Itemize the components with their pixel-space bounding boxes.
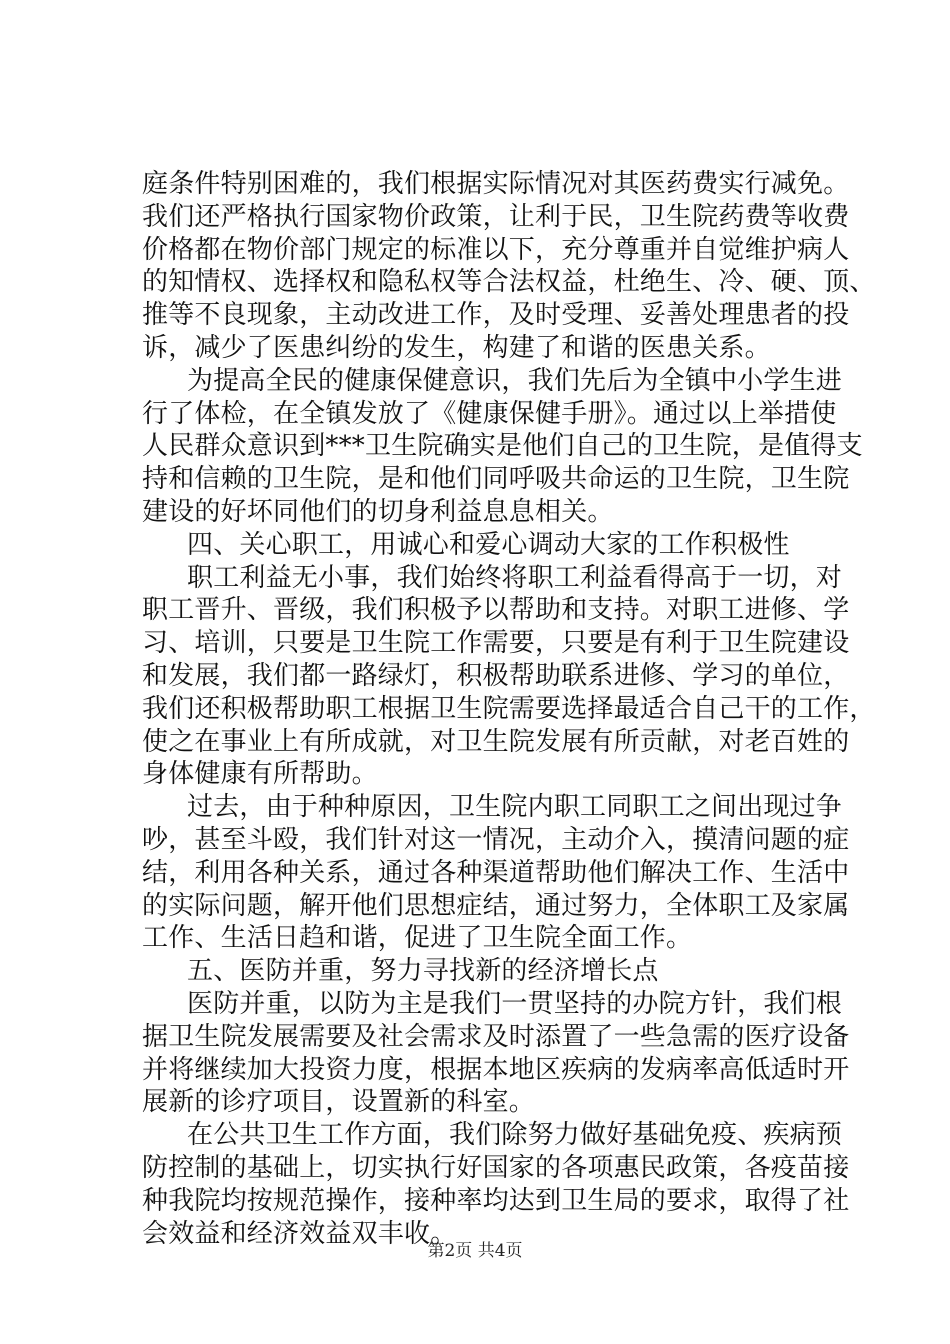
section-heading: 四、关心职工，用诚心和爱心调动大家的工作积极性 (187, 529, 790, 560)
section-heading: 五、医防并重，努力寻找新的经济增长点 (187, 956, 659, 987)
text-line: 持和信赖的卫生院，是和他们同呼吸共命运的卫生院，卫生院 (142, 464, 850, 495)
text-line: 在公共卫生工作方面，我们除努力做好基础免疫、疾病预 (187, 1120, 843, 1151)
text-line: 过去，由于种种原因，卫生院内职工同职工之间出现过争 (187, 792, 843, 823)
page-number-footer: 第2页 共4页 (427, 1241, 523, 1261)
text-line: 会效益和经济效益双丰收。 (142, 1218, 457, 1249)
text-line: 习、培训，只要是卫生院工作需要，只要是有利于卫生院建设 (142, 628, 850, 659)
text-line: 价格都在物价部门规定的标准以下，充分尊重并自觉维护病人 (142, 234, 850, 265)
text-line: 我们还积极帮助职工根据卫生院需要选择最适合自己干的工作， (142, 693, 876, 724)
text-line: 身体健康有所帮助。 (142, 759, 378, 790)
text-line: 工作、生活日趋和谐，促进了卫生院全面工作。 (142, 923, 693, 954)
text-line: 使之在事业上有所成就，对卫生院发展有所贡献，对老百姓的 (142, 726, 850, 757)
text-line: 我们还严格执行国家物价政策，让利于民，卫生院药费等收费 (142, 201, 850, 232)
text-line: 建设的好坏同他们的切身利益息息相关。 (142, 496, 614, 527)
text-line: 诉，减少了医患纠纷的发生，构建了和谐的医患关系。 (142, 332, 771, 363)
text-line: 人民群众意识到***卫生院确实是他们自己的卫生院，是值得支 (142, 431, 863, 462)
text-line: 结，利用各种关系，通过各种渠道帮助他们解决工作、生活中 (142, 857, 850, 888)
text-line: 的知情权、选择权和隐私权等合法权益，杜绝生、冷、硬、顶、 (142, 267, 876, 298)
text-line: 防控制的基础上，切实执行好国家的各项惠民政策，各疫苗接 (142, 1152, 850, 1183)
text-line: 为提高全民的健康保健意识，我们先后为全镇中小学生进 (187, 365, 843, 396)
text-line: 种我院均按规范操作，接种率均达到卫生局的要求，取得了社 (142, 1185, 850, 1216)
text-line: 和发展，我们都一路绿灯，积极帮助联系进修、学习的单位， (142, 660, 850, 691)
text-line: 的实际问题，解开他们思想症结，通过努力，全体职工及家属 (142, 890, 850, 921)
document-body (142, 168, 876, 1250)
text-line: 推等不良现象，主动改进工作，及时受理、妥善处理患者的投 (142, 300, 850, 331)
text-line: 据卫生院发展需要及社会需求及时添置了一些急需的医疗设备 (142, 1021, 850, 1052)
text-line: 行了体检，在全镇发放了《健康保健手册》。通过以上举措使 (142, 398, 837, 429)
text-line: 并将继续加大投资力度，根据本地区疾病的发病率高低适时开 (142, 1054, 850, 1085)
text-line: 职工利益无小事，我们始终将职工利益看得高于一切，对 (187, 562, 843, 593)
text-line: 庭条件特别困难的，我们根据实际情况对其医药费实行减免。 (142, 169, 850, 199)
text-line: 吵，甚至斗殴，我们针对这一情况，主动介入，摸清问题的症 (142, 824, 850, 855)
text-line: 医防并重，以防为主是我们一贯坚持的办院方针，我们根 (187, 988, 843, 1019)
text-line: 展新的诊疗项目，设置新的科室。 (142, 1087, 536, 1118)
text-line: 职工晋升、晋级，我们积极予以帮助和支持。对职工进修、学 (142, 595, 850, 626)
